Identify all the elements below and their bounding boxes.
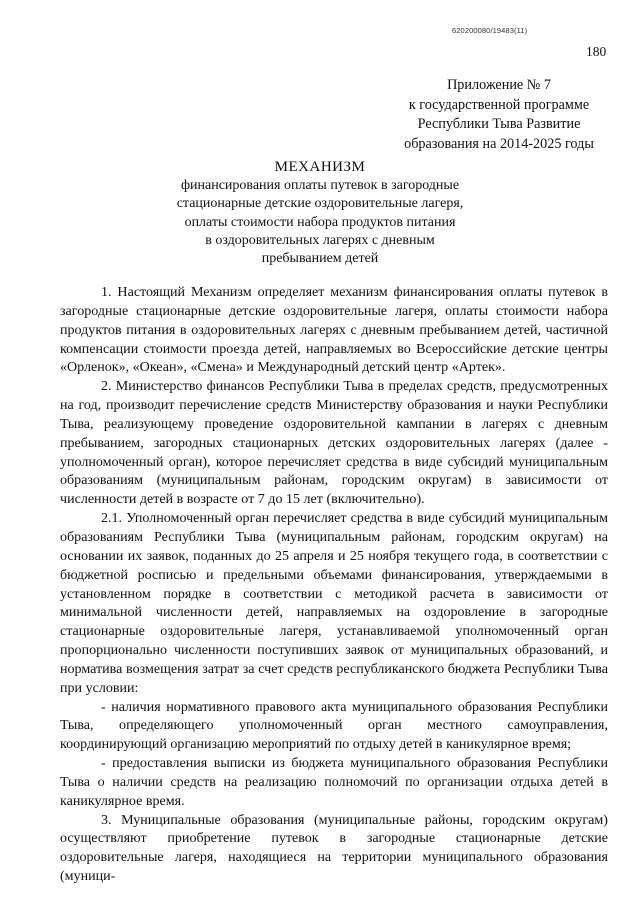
title-heading: МЕХАНИЗМ	[274, 159, 366, 175]
title-line: оплаты стоимости набора продуктов питания	[184, 214, 456, 230]
title-line: стационарные детские оздоровительные лагеря,	[176, 196, 464, 212]
paragraph-2: 2. Министерство финансов Республики Тыва в пределах средств, предусмотренных на год, производит перечисление средств Министерству образования и науки Республики Тыва, реализующему проведение оздоровительной кампании в лагерях с дневным пребыванием, загородных стационарных детских оздоровительных лагерях (далее - уполномоченный орган), которое перечисляет средства в виде субсидий муниципальным образованиям (муниципальным районам, городским округам) в зависимости от численности детей в возрасте от 7 до 15 лет (включительно).	[60, 378, 608, 508]
paragraph-1: 1. Настоящий Механизм определяет механизм финансирования оплаты путевок в загородные стационарные детские оздоровительные лагеря, оплаты стоимости набора продуктов питания в оздоровительных лагерях с дневным пребыванием детей, частичной компенсации стоимости проезда детей, направляемых во Всероссийские детские центры «Орленок», «Океан», «Смена» и Международный детский центр «Артек».	[60, 284, 608, 376]
page-number: 180	[586, 44, 607, 59]
paragraph-3: 3. Муниципальные образования (муниципальные районы, городским округам) осуществляют приобретение путевок в загородные стационарные детские оздоровительные лагеря, находящиеся на территории муниципального образования (муници-	[60, 811, 608, 885]
title-line: пребыванием детей	[261, 251, 379, 267]
document-title	[150, 158, 490, 268]
document-body	[60, 283, 608, 886]
title-line: финансирования оплаты путевок в загородные	[180, 178, 460, 194]
appendix-line: Республики Тыва Развитие	[417, 116, 581, 133]
paragraph-2-1: 2.1. Уполномоченный орган перечисляет средства в виде субсидий муниципальным образованиям Республики Тыва (муниципальным районам, городским округам) на основании их заявок, поданных до 25 апреля и 25 ноября текущего года, в соответствии с бюджетной росписью и предельными объемами финансирования, утверждаемыми в установленном порядке в соответствии с методикой расчета в зависимости от минимальной численности детей, направляемых на оздоровление в загородные стационарные оздоровительные лагеря, устанавливаемой уполномоченный орган пропорционально численности поступивших заявок от муниципальных образований, и норматива возмещения затрат за счет средств республиканского бюджета Республики Тыва при условии:	[60, 510, 608, 696]
appendix-block	[388, 76, 610, 154]
appendix-line: к государственной программе	[408, 96, 590, 113]
title-line: в оздоровительных лагерях с дневным	[205, 232, 435, 248]
appendix-line: Приложение № 7	[447, 77, 551, 93]
condition-item: - наличия нормативного правового акта муниципального образования Республики Тыва, определяющего уполномоченный орган местного самоуправления, координирующий организацию мероприятий по отдыху детей в каникулярное время;	[60, 698, 608, 753]
document-code: 620200080/19483(11)	[452, 26, 528, 35]
appendix-line: образования на 2014-2025 годы	[404, 135, 594, 152]
condition-item: - предоставления выписки из бюджета муниципального образования Республики Тыва о наличии средств на реализацию полномочий по организации отдыха детей в каникулярное время.	[60, 755, 608, 809]
